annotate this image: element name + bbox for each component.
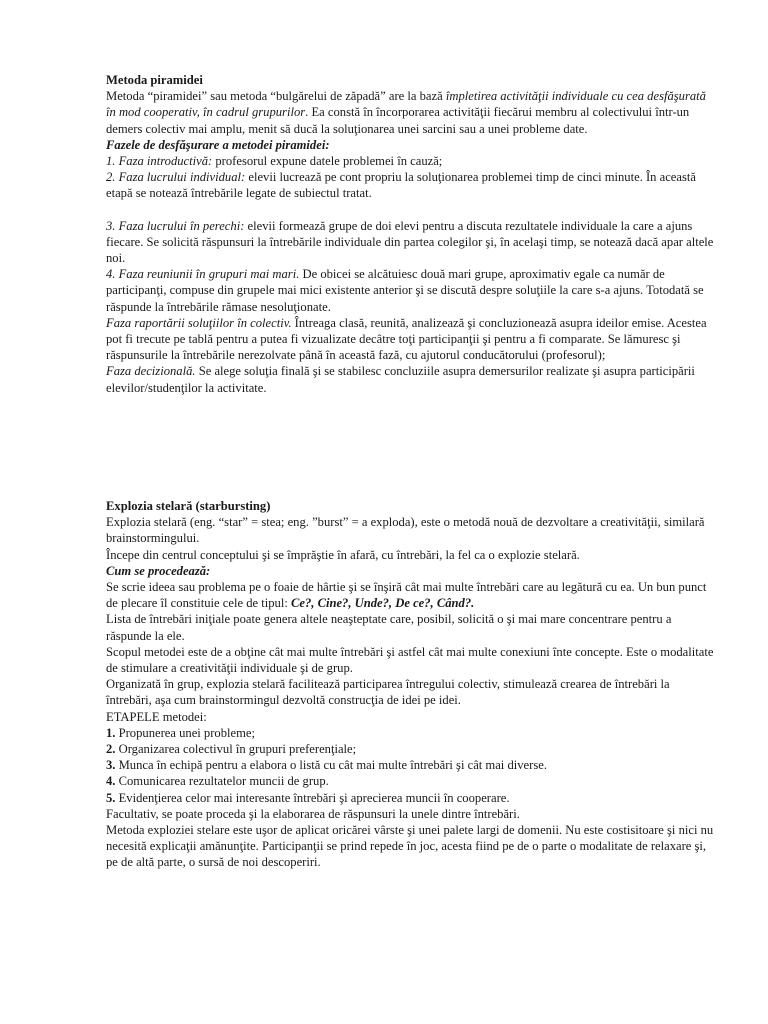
pyramid-title: Metoda piramidei xyxy=(106,73,203,87)
paragraph-3-text: Se scrie ideea sau problema pe o foaie de hârtie şi se înşiră cât mai multe întrebări care au legătură cu ea. Un bun punct de plecare îl constituie cele de tipul: xyxy=(106,580,707,611)
phase-2-label: 2. Faza lucrului individual: xyxy=(106,170,246,185)
step-item xyxy=(106,725,718,741)
phase-4-label: 4. Faza reuniunii în grupuri mai mari. xyxy=(106,267,300,282)
phase-3-label: 3. Faza lucrului în perechi: xyxy=(106,218,245,233)
phase-4-text: De obicei se alcătuiesc două mari grupe, aproximativ egale ca număr de participanţi, compuse din grupele mai mici existente anterior şi se discută despre soluţiile la care s-a ajuns. Totodată se răspunde la întrebările rămase nesoluţionate. xyxy=(106,267,704,314)
step-number: 4. xyxy=(106,774,116,789)
phase-1 xyxy=(106,153,718,169)
phase-1-text: profesorul expune datele problemei în cauză; xyxy=(212,154,443,169)
phase-2 xyxy=(106,169,718,201)
starbursting-paragraph-4: Lista de întrebări iniţiale poate genera altele neaşteptate care, posibil, solicită o şi mai mare concentrare pentru a răspunde la ele. xyxy=(106,612,672,643)
pyramid-phases-heading: Fazele de desfăşurare a metodei piramidei: xyxy=(106,137,330,152)
step-text: Munca în echipă pentru a elabora o listă cu cât mai multe întrebări şi cât mai diverse. xyxy=(115,758,547,773)
starbursting-paragraph-2: Începe din centrul conceptului şi se împrăştie în afară, cu întrebări, la fel ca o explozie stelară. xyxy=(106,547,580,562)
pyramid-method-section xyxy=(106,72,718,396)
starbursting-paragraph-1: Explozia stelară (eng. “star” = stea; eng. ”burst” = a exploda), este o metodă nouă de dezvoltare a creativităţii, similară brainstormingului. xyxy=(106,515,705,546)
phase-1-label: 1. Faza introductivă: xyxy=(106,154,213,169)
step-number: 1. xyxy=(106,725,116,740)
step-item xyxy=(106,757,718,773)
pyramid-intro-start: Metoda “piramidei” sau metoda “bulgărelui de zăpadă” are la bază xyxy=(106,89,446,104)
starbursting-paragraph-8: Metoda exploziei stelare este uşor de aplicat oricărei vârste şi unei palete largi de domenii. Nu este costisitoare şi nici nu necesită explicaţii amănunţite. Participanţii se prind repede în joc, acesta fiind pe de o parte o modalitate de relaxare şi, pe de altă parte, o sursă de noi descoperiri. xyxy=(106,823,714,870)
starbursting-paragraph-5: Scopul metodei este de a obţine cât mai multe întrebări şi astfel cât mai multe conexiuni înte concepte. Este o modalitate de stimulare a creativităţii individuale şi de grup. xyxy=(106,644,714,676)
phase-5-label: Faza raportării soluţiilor în colectiv. xyxy=(106,315,292,330)
phase-4 xyxy=(106,266,718,315)
phase-2-text: elevii lucrează pe cont propriu la soluţionarea problemei timp de cinci minute. În această etapă se notează întrebările legate de subiectul tratat. xyxy=(106,170,696,201)
spacer xyxy=(106,202,718,218)
how-to-heading: Cum se procedează: xyxy=(106,563,211,578)
starbursting-paragraph-3 xyxy=(106,579,718,611)
step-text: Organizarea colectivul în grupuri preferenţiale; xyxy=(115,742,357,757)
pyramid-intro-end: . Ea constă în încorporarea activităţii fiecărui membru al colectivului într-un demers colectiv mai amplu, menit să ducă la soluţionarea unei sarcini sau a unei probleme date. xyxy=(106,105,690,136)
phase-6-label: Faza decizională. xyxy=(106,364,196,379)
step-number: 2. xyxy=(106,742,116,757)
step-item xyxy=(106,790,718,806)
starbursting-section xyxy=(106,498,718,871)
step-item xyxy=(106,773,718,789)
step-text: Evidenţierea celor mai interesante întrebări şi aprecierea muncii în cooperare. xyxy=(115,790,510,805)
steps-heading: ETAPELE metodei: xyxy=(106,709,207,724)
pyramid-intro-italic: împletirea activităţii individuale cu cea desfăşurată în mod cooperativ, în cadrul grupurilor xyxy=(106,89,706,120)
step-number: 3. xyxy=(106,758,116,773)
step-text: Propunerea unei probleme; xyxy=(115,725,255,740)
pyramid-intro xyxy=(106,88,718,137)
phase-6-text: Se alege soluţia finală şi se stabilesc concluziile asupra demersurilor realizate şi asupra participării elevilor/studenţilor la activitate. xyxy=(106,364,695,395)
step-text: Comunicarea rezultatelor muncii de grup. xyxy=(115,774,329,789)
starbursting-title: Explozia stelară (starbursting) xyxy=(106,499,271,513)
phase-5-text: Întreaga clasă, reunită, analizează şi concluzionează asupra ideilor emise. Acestea pot fi trecute pe tablă pentru a putea fi vizualizate decâtre toţi participanţii şi pentru a fi comparate. Se lămuresc şi răspunsurile la întrebările nerezolvate până în această fază, cu ajutorul conducătorului (profesorul); xyxy=(106,315,707,363)
step-item xyxy=(106,741,718,757)
phase-6 xyxy=(106,363,718,395)
question-words: Ce?, Cine?, Unde?, De ce?, Când?. xyxy=(290,596,475,611)
phase-5 xyxy=(106,315,718,364)
starbursting-paragraph-7: Facultativ, se poate proceda şi la elaborarea de răspunsuri la unele dintre întrebări. xyxy=(106,806,520,821)
step-number: 5. xyxy=(106,790,116,805)
phase-3 xyxy=(106,218,718,267)
phase-3-text: elevii formează grupe de doi elevi pentru a discuta rezultatele individuale la care a ajuns fiecare. Se solicită răspunsuri la întrebările individuale din partea colegilor şi, în acelaşi timp, se notează dacă apar altele noi. xyxy=(106,218,714,266)
starbursting-paragraph-6: Organizată în grup, explozia stelară facilitează participarea întregului colectiv, stimulează crearea de întrebări la întrebări, aşa cum brainstormingul dezvoltă construcţia de idei pe idei. xyxy=(106,677,670,708)
